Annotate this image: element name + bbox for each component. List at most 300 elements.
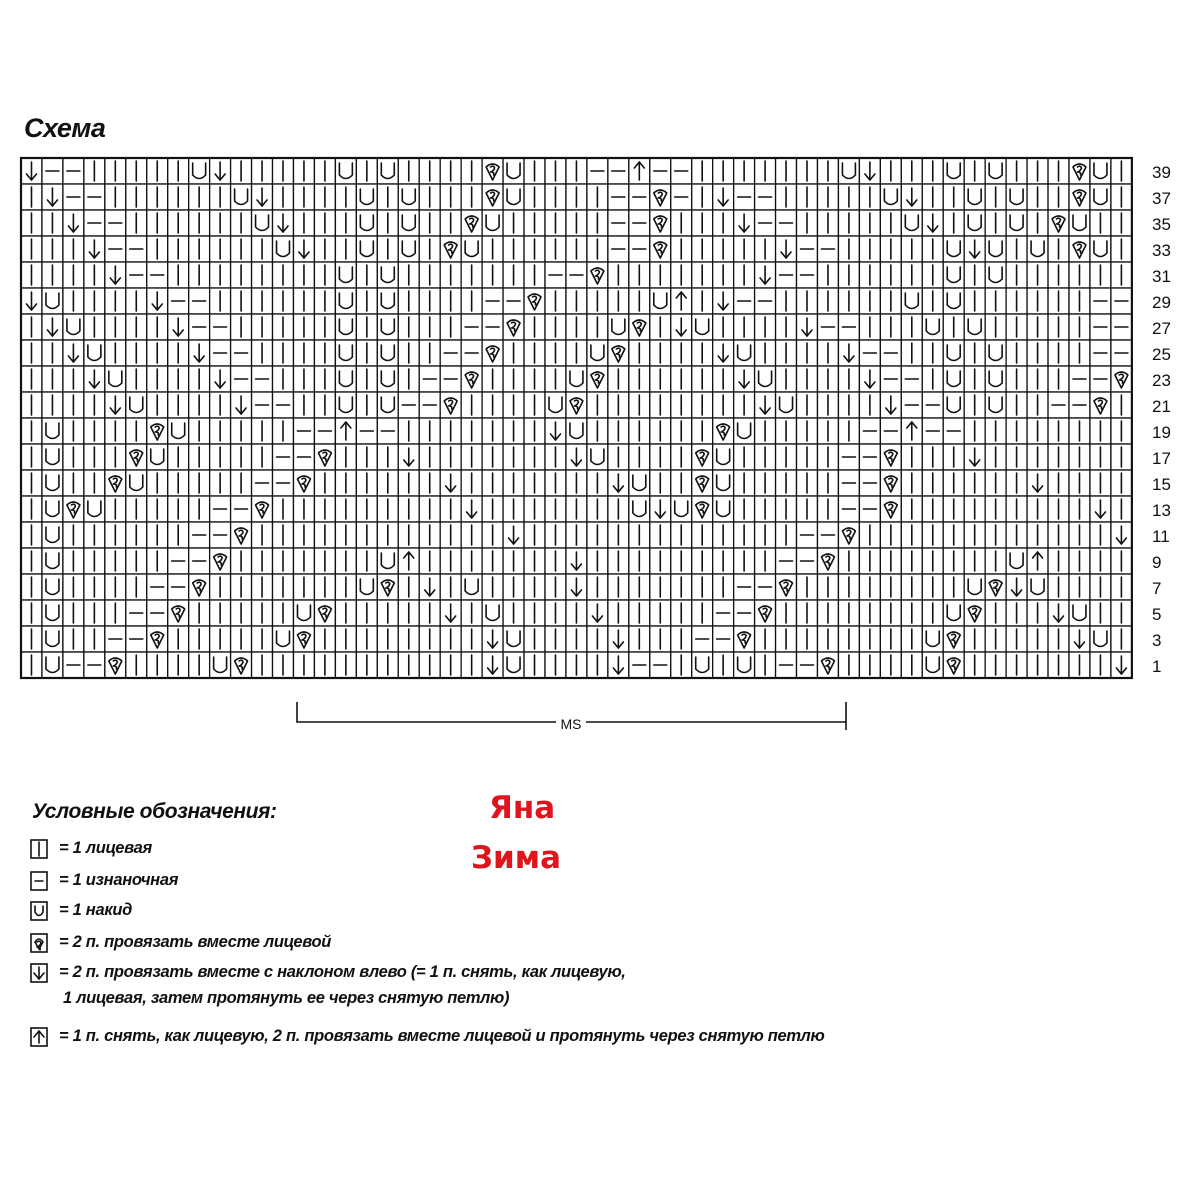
chart-cell [168,574,189,600]
chart-cell [252,158,273,184]
chart-cell [608,340,629,366]
chart-cell [21,236,42,262]
ssk-icon [30,963,48,983]
chart-cell [231,392,252,418]
chart-cell [587,626,608,652]
chart-cell [692,236,713,262]
chart-cell [1069,392,1090,418]
chart-cell [629,184,650,210]
cell-border [377,340,398,366]
cell-border [587,444,608,470]
chart-cell [859,626,880,652]
chart-cell [293,392,314,418]
chart-cell [859,444,880,470]
cell-border [84,496,105,522]
cell-border [42,600,63,626]
chart-cell [231,574,252,600]
chart-cell [880,652,901,678]
chart-cell [1111,184,1132,210]
chart-cell [880,236,901,262]
chart-cell [1069,340,1090,366]
chart-cell [63,288,84,314]
chart-cell [503,210,524,236]
chart-cell [482,600,503,626]
chart-cell [1048,340,1069,366]
chart-cell [440,158,461,184]
chart-cell [817,470,838,496]
chart-cell [1090,184,1111,210]
cell-border [377,158,398,184]
chart-cell [964,600,985,626]
chart-cell [713,236,734,262]
chart-cell [880,418,901,444]
chart-cell [335,158,356,184]
chart-cell [398,574,419,600]
chart-cell [314,548,335,574]
chart-cell [168,158,189,184]
chart-cell [503,470,524,496]
chart-cell [880,548,901,574]
chart-cell [126,184,147,210]
cell-border [755,366,776,392]
chart-cell [356,366,377,392]
chart-cell [168,314,189,340]
chart-cell [1111,366,1132,392]
chart-cell [1006,444,1027,470]
chart-cell [503,574,524,600]
chart-cell [461,184,482,210]
chart-cell [231,366,252,392]
legend-text: = 2 п. провязать вместе лицевой [59,933,332,951]
chart-cell [776,522,797,548]
chart-cell [587,392,608,418]
chart-cell [859,574,880,600]
chart-cell [1090,626,1111,652]
chart-cell [21,600,42,626]
chart-cell [63,496,84,522]
chart-cell [1111,496,1132,522]
chart-cell [776,626,797,652]
chart-cell [985,626,1006,652]
cell-border [231,184,252,210]
cell-border [629,496,650,522]
chart-cell [692,392,713,418]
chart-cell [1090,548,1111,574]
chart-cell [377,574,398,600]
chart-cell [587,210,608,236]
chart-cell [985,262,1006,288]
chart-cell [21,626,42,652]
cell-border [503,158,524,184]
chart-cell [168,444,189,470]
chart-cell [377,262,398,288]
chart-cell [838,470,859,496]
chart-cell [880,574,901,600]
chart-cell [1048,392,1069,418]
chart-cell [168,548,189,574]
chart-cell [817,652,838,678]
chart-cell [587,444,608,470]
chart-cell [377,236,398,262]
chart-cell [608,470,629,496]
chart-cell [838,522,859,548]
chart-cell [273,470,294,496]
chart-cell [922,600,943,626]
chart-cell [587,522,608,548]
chart-cell [587,548,608,574]
chart-cell [105,600,126,626]
chart-cell [273,262,294,288]
chart-cell [419,444,440,470]
chart-cell [293,470,314,496]
chart-cell [922,392,943,418]
chart-cell [210,652,231,678]
chart-cell [545,574,566,600]
chart-cell [566,626,587,652]
chart-cell [1111,600,1132,626]
chart-cell [461,366,482,392]
chart-cell [168,652,189,678]
chart-cell [901,522,922,548]
chart-cell [168,626,189,652]
chart-cell [147,262,168,288]
cell-border [461,574,482,600]
chart-cell [880,470,901,496]
chart-cell [314,418,335,444]
chart-cell [84,340,105,366]
chart-cell [42,548,63,574]
chart-cell [1027,340,1048,366]
chart-cell [461,522,482,548]
chart-cell [692,158,713,184]
chart-cell [901,366,922,392]
chart-cell [503,158,524,184]
chart-cell [293,288,314,314]
chart-cell [63,210,84,236]
chart-cell [1048,574,1069,600]
chart-cell [734,522,755,548]
chart-cell [231,340,252,366]
chart-cell [797,626,818,652]
chart-cell [545,392,566,418]
chart-cell [63,392,84,418]
chart-cell [943,236,964,262]
chart-cell [231,652,252,678]
chart-cell [964,236,985,262]
chart-cell [901,288,922,314]
chart-cell [734,288,755,314]
cell-border [734,340,755,366]
chart-cell [231,444,252,470]
chart-cell [566,366,587,392]
chart-cell [755,366,776,392]
chart-cell [419,652,440,678]
chart-cell [461,600,482,626]
chart-cell [21,496,42,522]
chart-cell [964,210,985,236]
chart-cell [650,340,671,366]
chart-cell [273,158,294,184]
chart-cell [545,522,566,548]
chart-cell [210,522,231,548]
chart-cell [314,158,335,184]
chart-cell [419,496,440,522]
cell-border [943,392,964,418]
chart-cell [797,600,818,626]
chart-cell [713,210,734,236]
chart-cell [461,288,482,314]
cell-border [42,418,63,444]
cell-border [335,340,356,366]
chart-cell [231,470,252,496]
chart-cell [566,288,587,314]
chart-cell [168,522,189,548]
chart-cell [880,626,901,652]
chart-cell [692,366,713,392]
chart-cell [650,548,671,574]
chart-cell [817,210,838,236]
legend-text: = 1 лицевая [59,839,152,857]
chart-cell [755,392,776,418]
cell-border [880,184,901,210]
chart-cell [273,600,294,626]
chart-cell [545,158,566,184]
chart-cell [1090,210,1111,236]
chart-cell [168,470,189,496]
chart-cell [901,340,922,366]
chart-cell [901,652,922,678]
chart-cell [713,158,734,184]
chart-cell [671,236,692,262]
chart-cell [356,496,377,522]
chart-cell [189,314,210,340]
chart-cell [461,470,482,496]
chart-cell [482,366,503,392]
chart-cell [1069,262,1090,288]
chart-cell [608,626,629,652]
chart-cell [1069,522,1090,548]
chart-cell [189,574,210,600]
chart-cell [63,548,84,574]
chart-cell [419,574,440,600]
chart-cell [398,262,419,288]
chart-cell [293,626,314,652]
chart-cell [776,184,797,210]
chart-cell [42,236,63,262]
chart-cell [713,522,734,548]
chart-cell [356,522,377,548]
chart-cell [293,184,314,210]
chart-cell [147,600,168,626]
chart-cell [943,314,964,340]
chart-cell [252,184,273,210]
cell-border [692,314,713,340]
chart-cell [461,236,482,262]
chart-cell [419,262,440,288]
chart-cell [671,340,692,366]
chart-cell [608,236,629,262]
chart-cell [901,470,922,496]
watermark-line-1: Яна [489,790,556,826]
cell-border [964,184,985,210]
chart-cell [42,600,63,626]
chart-cell [671,314,692,340]
chart-cell [440,470,461,496]
chart-cell [880,184,901,210]
chart-cell [210,418,231,444]
cell-border [713,496,734,522]
chart-cell [734,600,755,626]
cell-border [608,314,629,340]
cell-border [1006,210,1027,236]
chart-cell [1006,314,1027,340]
chart-cell [608,392,629,418]
chart-cell [1111,444,1132,470]
chart-cell [210,626,231,652]
chart-cell [440,184,461,210]
chart-cell [356,444,377,470]
chart-cell [629,418,650,444]
chart-cell [231,210,252,236]
chart-cell [63,366,84,392]
chart-cell [21,522,42,548]
chart-cell [943,600,964,626]
chart-cell [21,548,42,574]
chart-cell [398,418,419,444]
chart-cell [943,522,964,548]
chart-cell [461,210,482,236]
chart-cell [461,392,482,418]
chart-cell [503,444,524,470]
chart-cell [356,210,377,236]
chart-cell [63,626,84,652]
chart-cell [84,600,105,626]
chart-cell [922,496,943,522]
chart-cell [629,262,650,288]
chart-cell [1027,522,1048,548]
chart-cell [964,392,985,418]
chart-cell [398,522,419,548]
chart-cell [63,158,84,184]
chart-cell [734,236,755,262]
chart-cell [943,548,964,574]
chart-cell [608,210,629,236]
chart-cell [1048,496,1069,522]
chart-cell [42,652,63,678]
chart-cell [419,392,440,418]
chart-cell [482,626,503,652]
chart-cell [692,522,713,548]
chart-cell [671,574,692,600]
chart-cell [168,210,189,236]
chart-cell [1006,392,1027,418]
cell-border [566,366,587,392]
cell-border [398,210,419,236]
chart-cell [21,340,42,366]
chart-cell [817,262,838,288]
cell-border [42,574,63,600]
chart-cell [1027,626,1048,652]
chart-cell [314,444,335,470]
chart-cell [943,444,964,470]
cell-border [1090,626,1111,652]
chart-cell [587,184,608,210]
chart-cell [922,470,943,496]
cell-border [503,652,524,678]
chart-cell [147,496,168,522]
chart-cell [629,470,650,496]
chart-cell [252,288,273,314]
row-number: 21 [1152,397,1171,416]
chart-cell [335,652,356,678]
chart-cell [210,600,231,626]
chart-cell [817,600,838,626]
chart-cell [1111,522,1132,548]
chart-cell [524,236,545,262]
chart-cell [84,184,105,210]
chart-cell [964,548,985,574]
chart-cell [84,652,105,678]
chart-cell [776,548,797,574]
chart-cell [650,366,671,392]
chart-cell [1069,288,1090,314]
chart-cell [1111,340,1132,366]
chart-cell [943,496,964,522]
chart-cell [817,522,838,548]
chart-cell [21,470,42,496]
chart-cell [293,262,314,288]
chart-cell [1048,548,1069,574]
cell-border [335,392,356,418]
chart-cell [21,262,42,288]
chart-cell [1069,600,1090,626]
chart-cell [1111,652,1132,678]
chart-cell [482,418,503,444]
chart-cell [922,366,943,392]
chart-cell [713,392,734,418]
chart-cell [314,522,335,548]
chart-cell [461,314,482,340]
chart-cell [524,418,545,444]
chart-cell [377,470,398,496]
chart-cell [63,418,84,444]
chart-cell [817,366,838,392]
cell-border [985,262,1006,288]
chart-cell [650,626,671,652]
cell-border [335,314,356,340]
chart-cell [671,652,692,678]
row-number: 5 [1152,605,1162,624]
chart-cell [84,210,105,236]
chart-cell [1027,210,1048,236]
chart-cell [356,574,377,600]
cell-border [943,600,964,626]
legend-text: = 1 накид [59,901,133,919]
chart-cell [545,340,566,366]
cell-border [713,470,734,496]
chart-cell [859,548,880,574]
chart-cell [797,236,818,262]
chart-cell [776,470,797,496]
chart-cell [566,652,587,678]
chart-cell [1048,314,1069,340]
chart-cell [377,444,398,470]
chart-cell [985,158,1006,184]
chart-cell [922,288,943,314]
cell-border [776,392,797,418]
chart-cell [398,210,419,236]
chart-cell [797,184,818,210]
